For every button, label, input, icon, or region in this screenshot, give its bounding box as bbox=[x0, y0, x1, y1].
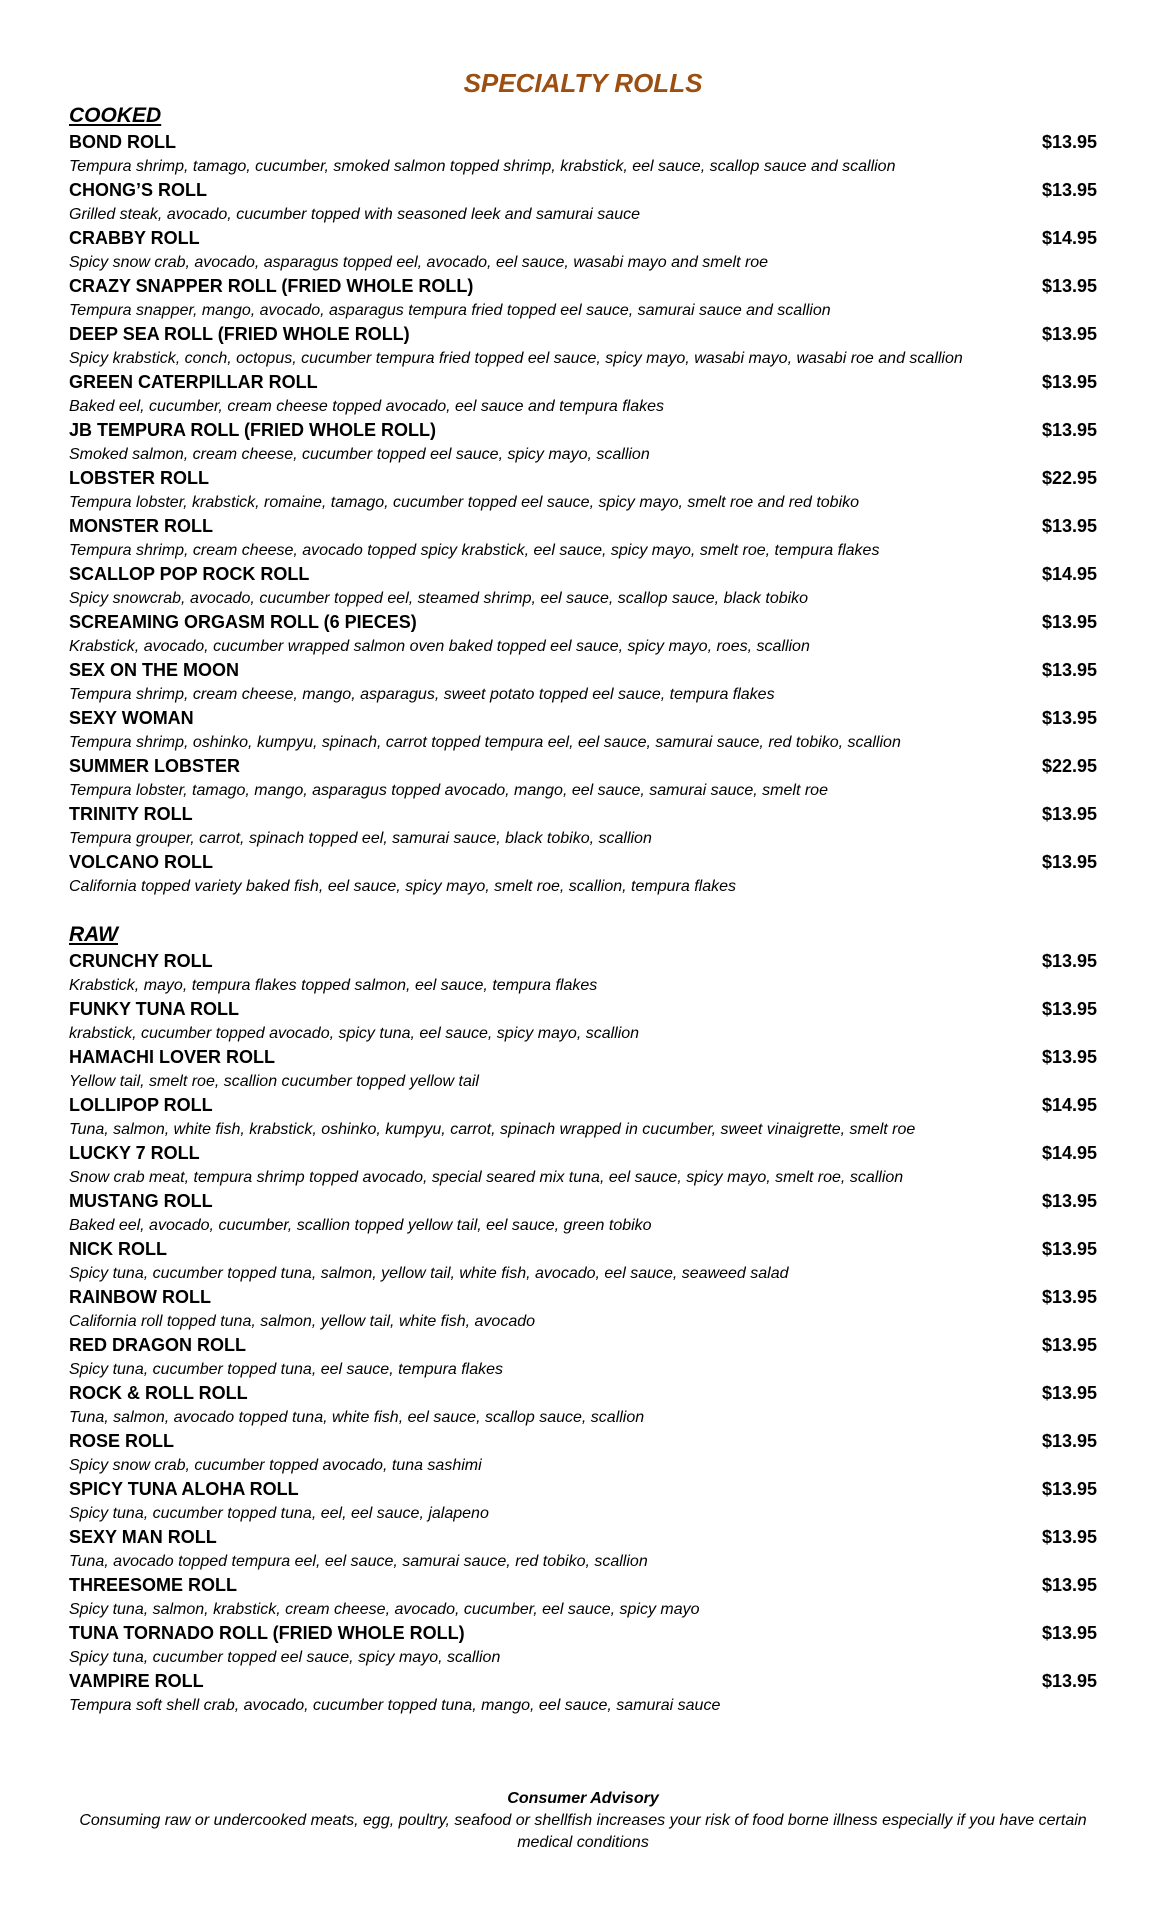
menu-item-price: $13.95 bbox=[1041, 372, 1097, 392]
menu-item-description: Tuna, salmon, white fish, krabstick, oshinko, kumpyu, carrot, spinach wrapped in cucumber, sweet vinaigrette, smelt roe bbox=[69, 1121, 916, 1138]
menu-item-description: Tempura soft shell crab, avocado, cucumber topped tuna, mango, eel sauce, samurai sauce bbox=[69, 1697, 721, 1714]
menu-item-name: TUNA TORNADO ROLL (FRIED WHOLE ROLL) bbox=[69, 1623, 465, 1643]
menu-item-name: ROSE ROLL bbox=[69, 1431, 175, 1451]
menu-item bbox=[69, 1333, 1097, 1381]
menu-item bbox=[69, 610, 1097, 658]
menu-item bbox=[69, 562, 1097, 610]
menu-item-price: $13.95 bbox=[1041, 420, 1097, 440]
menu-item-price: $13.95 bbox=[1041, 1479, 1097, 1499]
menu-item bbox=[69, 130, 1097, 178]
menu-item bbox=[69, 322, 1097, 370]
menu-item-price: $13.95 bbox=[1041, 1383, 1097, 1403]
menu-item-row bbox=[69, 562, 1097, 587]
menu-item bbox=[69, 1045, 1097, 1093]
menu-item-price: $13.95 bbox=[1041, 1575, 1097, 1595]
menu-item-name: JB TEMPURA ROLL (FRIED WHOLE ROLL) bbox=[69, 420, 436, 440]
menu-item-description: California topped variety baked fish, eel sauce, spicy mayo, smelt roe, scallion, tempura flakes bbox=[69, 878, 736, 895]
page-title: SPECIALTY ROLLS bbox=[463, 68, 703, 98]
menu-item-description: Snow crab meat, tempura shrimp topped avocado, special seared mix tuna, eel sauce, spicy mayo, smelt roe, scallion bbox=[69, 1169, 904, 1186]
menu-section-cooked bbox=[69, 102, 1097, 898]
menu-item-row bbox=[69, 997, 1097, 1022]
menu-item-name: LUCKY 7 ROLL bbox=[69, 1143, 200, 1163]
menu-item bbox=[69, 514, 1097, 562]
menu-item-description: Spicy tuna, cucumber topped eel sauce, spicy mayo, scallion bbox=[69, 1649, 501, 1666]
menu-item-name: SEXY WOMAN bbox=[69, 708, 194, 728]
menu-item-description: Spicy tuna, salmon, krabstick, cream cheese, avocado, cucumber, eel sauce, spicy mayo bbox=[69, 1601, 700, 1618]
menu-item-description: Krabstick, avocado, cucumber wrapped salmon oven baked topped eel sauce, spicy mayo, roes, scallion bbox=[69, 638, 810, 655]
menu-item-name: GREEN CATERPILLAR ROLL bbox=[69, 372, 318, 392]
menu-item-price: $14.95 bbox=[1041, 1095, 1097, 1115]
menu-item-price: $13.95 bbox=[1041, 1671, 1097, 1691]
menu-item-name: NICK ROLL bbox=[69, 1239, 167, 1259]
section-heading: RAW bbox=[69, 923, 118, 946]
menu-item-name: CRAZY SNAPPER ROLL (FRIED WHOLE ROLL) bbox=[69, 276, 474, 296]
menu-item-row bbox=[69, 1285, 1097, 1310]
menu-item-price: $13.95 bbox=[1041, 999, 1097, 1019]
menu-item-description: Spicy tuna, cucumber topped tuna, salmon, yellow tail, white fish, avocado, eel sauce, seaweed salad bbox=[69, 1265, 789, 1282]
menu-section-raw bbox=[69, 921, 1097, 1717]
menu-item-row bbox=[69, 850, 1097, 875]
menu-item-row bbox=[69, 1189, 1097, 1214]
menu-item bbox=[69, 418, 1097, 466]
menu-item-row bbox=[69, 1333, 1097, 1358]
menu-item-name: SCALLOP POP ROCK ROLL bbox=[69, 564, 310, 584]
menu-item bbox=[69, 466, 1097, 514]
menu-item-description: Spicy snowcrab, avocado, cucumber topped eel, steamed shrimp, eel sauce, scallop sauce, black tobiko bbox=[69, 590, 809, 607]
menu-item-price: $13.95 bbox=[1041, 1527, 1097, 1547]
menu-item-description: Tempura snapper, mango, avocado, asparagus tempura fried topped eel sauce, samurai sauce and scallion bbox=[69, 302, 831, 319]
menu-item bbox=[69, 1189, 1097, 1237]
menu-item bbox=[69, 1285, 1097, 1333]
menu-item-row bbox=[69, 1525, 1097, 1550]
menu-item-description: Tempura lobster, krabstick, romaine, tamago, cucumber topped eel sauce, spicy mayo, smelt roe and red tobiko bbox=[69, 494, 860, 511]
menu-item-description: Tempura lobster, tamago, mango, asparagus topped avocado, mango, eel sauce, samurai sauce, smelt roe bbox=[69, 782, 828, 799]
menu-item-price: $13.95 bbox=[1041, 1191, 1097, 1211]
menu-item-price: $13.95 bbox=[1041, 612, 1097, 632]
menu-item-name: DEEP SEA ROLL (FRIED WHOLE ROLL) bbox=[69, 324, 410, 344]
menu-item-price: $13.95 bbox=[1041, 1239, 1097, 1259]
menu-item-description: Spicy snow crab, avocado, asparagus topped eel, avocado, eel sauce, wasabi mayo and smelt roe bbox=[69, 254, 769, 271]
menu-item-name: SPICY TUNA ALOHA ROLL bbox=[69, 1479, 299, 1499]
menu-item-price: $13.95 bbox=[1041, 1623, 1097, 1643]
consumer-advisory bbox=[60, 1788, 1106, 1854]
menu-item-row bbox=[69, 466, 1097, 491]
menu-item-row bbox=[69, 949, 1097, 974]
menu-item bbox=[69, 1477, 1097, 1525]
menu-item-price: $22.95 bbox=[1041, 756, 1097, 776]
menu-item-description: Tempura grouper, carrot, spinach topped eel, samurai sauce, black tobiko, scallion bbox=[69, 830, 652, 847]
menu-item-row bbox=[69, 1573, 1097, 1598]
menu-item-price: $13.95 bbox=[1041, 1431, 1097, 1451]
menu-item bbox=[69, 1525, 1097, 1573]
menu-item-name: CHONG’S ROLL bbox=[69, 180, 207, 200]
menu-item-description: Yellow tail, smelt roe, scallion cucumber topped yellow tail bbox=[69, 1073, 479, 1090]
menu-item bbox=[69, 850, 1097, 898]
menu-item-price: $13.95 bbox=[1041, 276, 1097, 296]
menu-item-price: $14.95 bbox=[1041, 228, 1097, 248]
menu-item bbox=[69, 949, 1097, 997]
advisory-text: Consuming raw or undercooked meats, egg, poultry, seafood or shellfish increases your risk of food borne illness especially if you have certain medical conditions bbox=[79, 1812, 1087, 1851]
menu-item-row bbox=[69, 178, 1097, 203]
menu-item bbox=[69, 1093, 1097, 1141]
menu-item-price: $13.95 bbox=[1041, 1047, 1097, 1067]
menu-item-row bbox=[69, 1621, 1097, 1646]
menu-item-row bbox=[69, 1477, 1097, 1502]
menu-item bbox=[69, 274, 1097, 322]
menu-item-description: Tempura shrimp, oshinko, kumpyu, spinach, carrot topped tempura eel, eel sauce, samurai sauce, red tobiko, scallion bbox=[69, 734, 901, 751]
menu-item bbox=[69, 1573, 1097, 1621]
menu-item-price: $13.95 bbox=[1041, 852, 1097, 872]
menu-item-row bbox=[69, 514, 1097, 539]
menu-item-row bbox=[69, 1093, 1097, 1118]
menu-item-name: BOND ROLL bbox=[69, 132, 176, 152]
menu-item-name: RED DRAGON ROLL bbox=[69, 1335, 246, 1355]
menu-item-row bbox=[69, 418, 1097, 443]
menu-item-name: CRUNCHY ROLL bbox=[69, 951, 213, 971]
menu-item-price: $13.95 bbox=[1041, 180, 1097, 200]
menu-item-price: $13.95 bbox=[1041, 1335, 1097, 1355]
menu-item-name: RAINBOW ROLL bbox=[69, 1287, 211, 1307]
menu-item-row bbox=[69, 1141, 1097, 1166]
menu-item-row bbox=[69, 322, 1097, 347]
menu-item-price: $13.95 bbox=[1041, 1287, 1097, 1307]
menu-item-name: THREESOME ROLL bbox=[69, 1575, 238, 1595]
menu-item-description: Spicy snow crab, cucumber topped avocado, tuna sashimi bbox=[69, 1457, 482, 1474]
menu-item-name: SCREAMING ORGASM ROLL (6 PIECES) bbox=[69, 612, 417, 632]
menu-item-name: MUSTANG ROLL bbox=[69, 1191, 213, 1211]
menu-item-row bbox=[69, 1237, 1097, 1262]
menu-item bbox=[69, 1429, 1097, 1477]
menu-item-row bbox=[69, 1381, 1097, 1406]
menu-item-name: LOBSTER ROLL bbox=[69, 468, 209, 488]
menu-item-row bbox=[69, 658, 1097, 683]
menu-item-row bbox=[69, 706, 1097, 731]
menu-item-description: Krabstick, mayo, tempura flakes topped salmon, eel sauce, tempura flakes bbox=[69, 977, 598, 994]
menu-item-price: $14.95 bbox=[1041, 564, 1097, 584]
menu-item bbox=[69, 706, 1097, 754]
menu-item-name: SEX ON THE MOON bbox=[69, 660, 240, 680]
menu-item-row bbox=[69, 274, 1097, 299]
menu-item-name: SUMMER LOBSTER bbox=[69, 756, 240, 776]
menu-item bbox=[69, 1237, 1097, 1285]
menu-item-row bbox=[69, 370, 1097, 395]
menu-item-row bbox=[69, 610, 1097, 635]
menu-item-price: $13.95 bbox=[1041, 132, 1097, 152]
menu-item-row bbox=[69, 802, 1097, 827]
menu-item bbox=[69, 754, 1097, 802]
menu-item-description: Grilled steak, avocado, cucumber topped with seasoned leek and samurai sauce bbox=[69, 206, 640, 223]
menu-item-description: Baked eel, cucumber, cream cheese topped avocado, eel sauce and tempura flakes bbox=[69, 398, 665, 415]
menu-item-name: CRABBY ROLL bbox=[69, 228, 200, 248]
menu-item-price: $13.95 bbox=[1041, 324, 1097, 344]
section-heading: COOKED bbox=[69, 104, 162, 127]
menu-item-name: HAMACHI LOVER ROLL bbox=[69, 1047, 275, 1067]
menu-item-description: Baked eel, avocado, cucumber, scallion topped yellow tail, eel sauce, green tobiko bbox=[69, 1217, 652, 1234]
menu-item-description: Spicy krabstick, conch, octopus, cucumber tempura fried topped eel sauce, spicy mayo, wasabi mayo, wasabi roe and scallion bbox=[69, 350, 963, 367]
menu-item bbox=[69, 1381, 1097, 1429]
menu-item-name: VAMPIRE ROLL bbox=[69, 1671, 204, 1691]
menu-item-row bbox=[69, 130, 1097, 155]
menu-item-price: $13.95 bbox=[1041, 804, 1097, 824]
menu-item bbox=[69, 802, 1097, 850]
menu-item-row bbox=[69, 754, 1097, 779]
menu-item-description: Tempura shrimp, tamago, cucumber, smoked salmon topped shrimp, krabstick, eel sauce, scallop sauce and scallion bbox=[69, 158, 896, 175]
menu-content bbox=[69, 102, 1097, 1717]
menu-item-description: Tuna, salmon, avocado topped tuna, white fish, eel sauce, scallop sauce, scallion bbox=[69, 1409, 645, 1426]
menu-item-row bbox=[69, 1429, 1097, 1454]
menu-item-description: Spicy tuna, cucumber topped tuna, eel sauce, tempura flakes bbox=[69, 1361, 504, 1378]
menu-item-name: SEXY MAN ROLL bbox=[69, 1527, 217, 1547]
menu-item-price: $13.95 bbox=[1041, 708, 1097, 728]
menu-item bbox=[69, 370, 1097, 418]
menu-item bbox=[69, 1669, 1097, 1717]
menu-item bbox=[69, 658, 1097, 706]
menu-item-price: $22.95 bbox=[1041, 468, 1097, 488]
menu-item-description: krabstick, cucumber topped avocado, spicy tuna, eel sauce, spicy mayo, scallion bbox=[69, 1025, 640, 1042]
menu-item bbox=[69, 1621, 1097, 1669]
menu-item-name: FUNKY TUNA ROLL bbox=[69, 999, 239, 1019]
menu-item-name: LOLLIPOP ROLL bbox=[69, 1095, 213, 1115]
menu-item bbox=[69, 997, 1097, 1045]
menu-item bbox=[69, 226, 1097, 274]
menu-item-description: Tempura shrimp, cream cheese, mango, asparagus, sweet potato topped eel sauce, tempura flakes bbox=[69, 686, 775, 703]
menu-item-description: Tuna, avocado topped tempura eel, eel sauce, samurai sauce, red tobiko, scallion bbox=[69, 1553, 648, 1570]
menu-item-price: $13.95 bbox=[1041, 951, 1097, 971]
menu-item-name: ROCK & ROLL ROLL bbox=[69, 1383, 248, 1403]
menu-item-name: VOLCANO ROLL bbox=[69, 852, 213, 872]
menu-item-description: Spicy tuna, cucumber topped tuna, eel, eel sauce, jalapeno bbox=[69, 1505, 489, 1522]
menu-item-row bbox=[69, 226, 1097, 251]
menu-item bbox=[69, 1141, 1097, 1189]
menu-item-price: $13.95 bbox=[1041, 516, 1097, 536]
menu-item-price: $14.95 bbox=[1041, 1143, 1097, 1163]
menu-item-description: California roll topped tuna, salmon, yellow tail, white fish, avocado bbox=[69, 1313, 536, 1330]
menu-item-description: Tempura shrimp, cream cheese, avocado topped spicy krabstick, eel sauce, spicy mayo, smelt roe, tempura flakes bbox=[69, 542, 880, 559]
menu-item-description: Smoked salmon, cream cheese, cucumber topped eel sauce, spicy mayo, scallion bbox=[69, 446, 650, 463]
advisory-title: Consumer Advisory bbox=[507, 1790, 659, 1807]
menu-item-price: $13.95 bbox=[1041, 660, 1097, 680]
menu-item bbox=[69, 178, 1097, 226]
menu-item-row bbox=[69, 1045, 1097, 1070]
menu-item-name: MONSTER ROLL bbox=[69, 516, 213, 536]
section-spacer bbox=[69, 898, 1097, 921]
menu-item-name: TRINITY ROLL bbox=[69, 804, 193, 824]
menu-item-row bbox=[69, 1669, 1097, 1694]
